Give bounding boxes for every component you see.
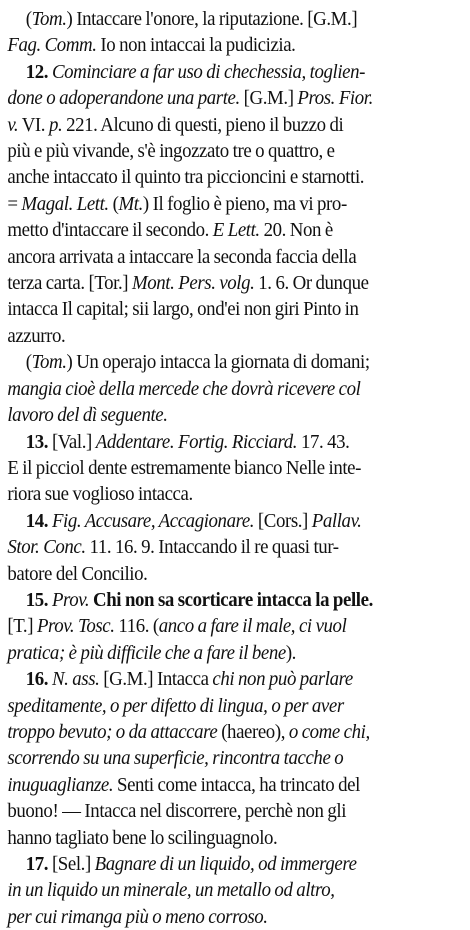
text-line: hanno tagliato bene lo scilinguagnolo. (7, 826, 278, 849)
text-line: anche intaccato il quinto tra piccioncini e starnotti. (7, 166, 365, 189)
text-line: 15. Prov. Chi non sa scorticare intacca la pelle. (25, 588, 373, 611)
text-line: 17. [Sel.] Bagnare di un liquido, od immergere (25, 853, 357, 875)
text-line: 16. N. ass. [G.M.] Intacca chi non può parlare (25, 668, 353, 691)
text-line: inuguaglianze. Senti come intacca, ha trincato del (7, 773, 360, 796)
text-line: pratica; è più difficile che a fare il bene). (7, 641, 296, 664)
text-line: troppo bevuto; o da attaccare (haereo), o come chi, (7, 720, 370, 743)
text-line: scorrendo su una superficie, rincontra tacche o (7, 747, 344, 770)
text-line: 13. [Val.] Addentare. Fortig. Ricciard. 17. 43. (25, 430, 350, 453)
text-line: metto d'intaccare il secondo. E Lett. 20. Non è (7, 219, 333, 242)
text-line: E il picciol dente estremamente bianco Nelle inte- (7, 456, 362, 479)
text-line: v. VI. p. 221. Alcuno di questi, pieno il buzzo di (7, 113, 344, 136)
text-line: più e più vivande, s'è ingozzato tre o quattro, e (7, 140, 335, 163)
text-line: terza carta. [Tor.] Mont. Pers. volg. 1. 6. Or dunque (7, 272, 369, 295)
text-line: azzurro. (7, 324, 66, 347)
text-line: lavoro del dì seguente. (7, 404, 168, 427)
text-line: Stor. Conc. 11. 16. 9. Intaccando il re quasi tur- (7, 536, 339, 559)
text-line: ancora arrivata a intaccare la seconda faccia della (7, 245, 357, 268)
text-line: riora sue voglioso intacca. (7, 483, 193, 506)
text-line: 14. Fig. Accusare, Accagionare. [Cors.] Pallav. (25, 509, 362, 532)
text-line: 12. Cominciare a far uso di chechessia, toglien- (25, 60, 365, 83)
text-line: speditamente, o per difetto di lingua, o per aver (7, 694, 344, 717)
text-line: = Magal. Lett. (Mt.) Il foglio è pieno, ma vi pro- (7, 192, 347, 215)
text-line: (Tom.) Intaccare l'onore, la riputazione. [G.M.] (25, 8, 358, 30)
text-line: batore del Concilio. (7, 562, 148, 585)
text-line: (Tom.) Un operajo intacca la giornata di domani; (25, 351, 370, 374)
text-line: done o adoperandone una parte. [G.M.] Pros. Fior. (7, 87, 373, 110)
text-line: in un liquido un minerale, un metallo od altro, (7, 879, 335, 902)
text-line: Fag. Comm. Io non intaccai la pudicizia. (7, 34, 296, 57)
text-line: per cui rimanga più o meno corroso. (7, 905, 268, 928)
text-line: intacca Il capital; sii largo, ond'ei non giri Pinto in (7, 298, 359, 321)
text-line: mangia cioè della mercede che dovrà ricevere col (7, 377, 361, 400)
text-line: [T.] Prov. Tosc. 116. (anco a fare il male, ci vuol (7, 615, 347, 638)
text-line: buono! — Intacca nel discorrere, perchè non gli (7, 800, 347, 823)
